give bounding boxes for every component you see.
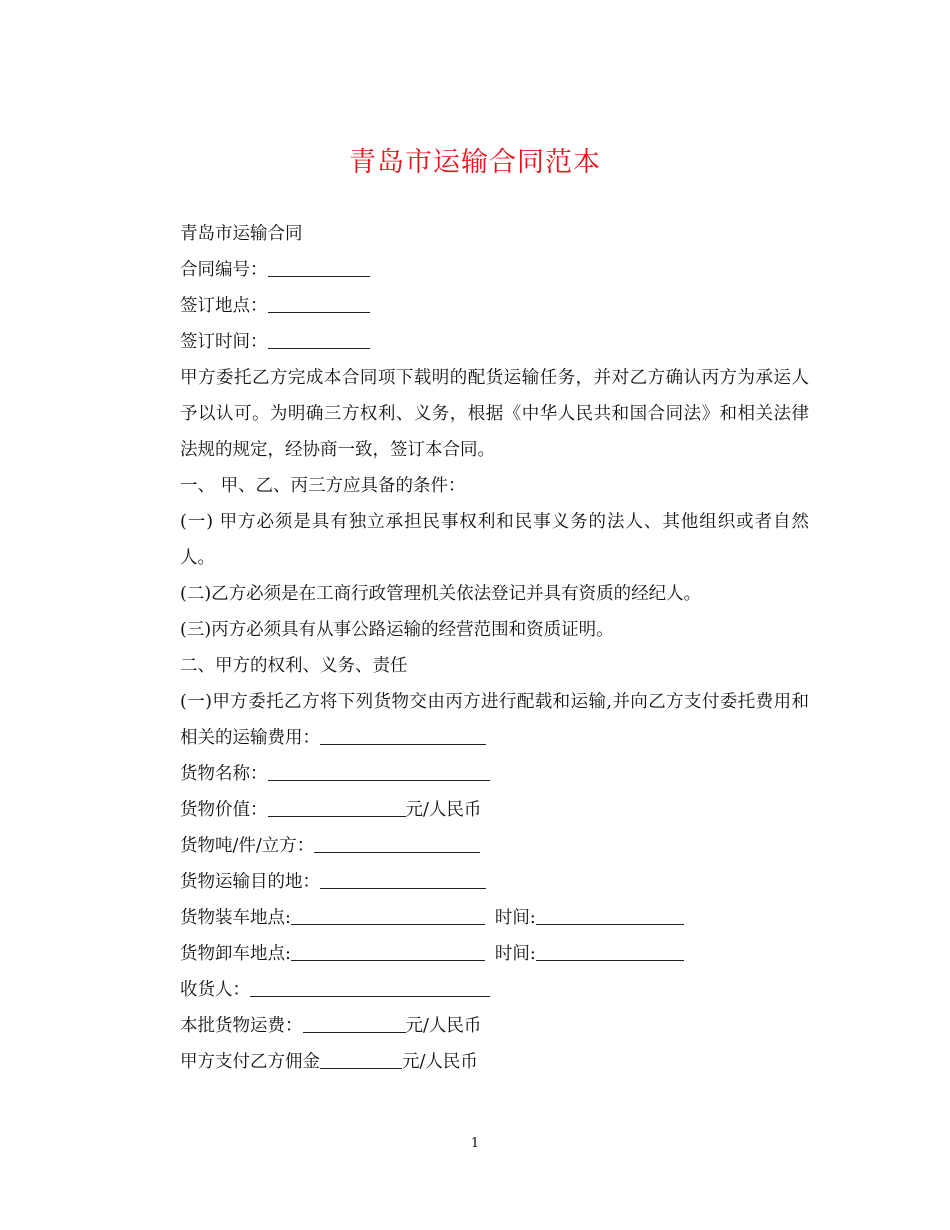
section-1-heading: 一、 甲、乙、丙三方应具备的条件： <box>180 476 466 496</box>
sign-time-line <box>144 324 809 360</box>
sign-time-label: 签订时间： <box>180 332 268 352</box>
section-1-item-1: (一) 甲方必须是具有独立承担民事权利和民事义务的法人、其他组织或者自然人。 <box>180 512 809 568</box>
goods-dest-blank[interactable] <box>320 870 486 889</box>
sign-time-blank[interactable] <box>268 330 370 349</box>
freight-blank[interactable] <box>303 1014 406 1033</box>
goods-name-blank[interactable] <box>268 762 490 781</box>
goods-value-unit: 元/人民币 <box>405 800 482 820</box>
load-time-label: 时间: <box>494 908 536 928</box>
consignee-label: 收货人： <box>180 980 250 1000</box>
goods-qty-blank[interactable] <box>314 834 480 853</box>
contract-number-blank[interactable] <box>268 258 370 277</box>
commission-blank[interactable] <box>320 1050 402 1069</box>
section-1-item-2: (二)乙方必须是在工商行政管理机关依法登记并具有资质的经纪人。 <box>180 584 702 604</box>
sign-place-blank[interactable] <box>268 294 370 313</box>
fees-blank[interactable] <box>320 726 486 745</box>
goods-value-blank[interactable] <box>268 798 406 817</box>
goods-qty-label: 货物吨/件/立方： <box>180 836 315 856</box>
section-2-item-1-text: (一)甲方委托乙方将下列货物交由丙方进行配载和运输,并向乙方支付委托费用和相关的运输费用： <box>180 692 809 748</box>
page-number: 1 <box>470 1136 480 1151</box>
intro-paragraph: 甲方委托乙方完成本合同项下载明的配货运输任务，并对乙方确认丙方为承运人予以认可。为明确三方权利、义务，根据《中华人民共和国合同法》和相关法律法规的规定，经协商一致，签订本合同。 <box>180 368 809 460</box>
unload-place-label: 货物卸车地点: <box>180 944 291 964</box>
document-title: 青岛市运输合同范本 <box>349 147 601 178</box>
goods-value-label: 货物价值： <box>180 800 268 820</box>
goods-qty-line <box>144 828 809 864</box>
contract-number-line <box>144 252 809 288</box>
contract-subtitle: 青岛市运输合同 <box>180 224 303 244</box>
freight-line <box>144 1008 809 1044</box>
unload-time-blank[interactable] <box>536 942 684 961</box>
unload-place-line <box>144 936 809 972</box>
commission-unit: 元/人民币 <box>402 1052 478 1072</box>
goods-dest-label: 货物运输目的地： <box>180 872 320 892</box>
section-1-item-3: (三)丙方必须具有从事公路运输的经营范围和资质证明。 <box>180 620 614 640</box>
goods-name-line <box>144 756 809 792</box>
load-time-blank[interactable] <box>536 906 684 925</box>
load-place-label: 货物装车地点: <box>180 908 291 928</box>
consignee-blank[interactable] <box>250 978 490 997</box>
section-2-heading: 二、甲方的权利、义务、责任 <box>180 656 408 676</box>
goods-dest-line <box>144 864 809 900</box>
document-body <box>144 216 809 1080</box>
goods-value-line <box>144 792 809 828</box>
commission-line <box>144 1044 809 1080</box>
consignee-line <box>144 972 809 1008</box>
contract-number-label: 合同编号： <box>180 260 268 280</box>
section-2-item-1 <box>144 684 809 756</box>
load-place-line <box>144 900 809 936</box>
sign-place-label: 签订地点： <box>180 296 268 316</box>
commission-label: 甲方支付乙方佣金 <box>180 1052 320 1072</box>
freight-unit: 元/人民币 <box>405 1016 482 1036</box>
load-place-blank[interactable] <box>291 906 485 925</box>
sign-place-line <box>144 288 809 324</box>
unload-time-label: 时间: <box>494 944 536 964</box>
goods-name-label: 货物名称： <box>180 764 268 784</box>
unload-place-blank[interactable] <box>291 942 485 961</box>
freight-label: 本批货物运费： <box>180 1016 303 1036</box>
